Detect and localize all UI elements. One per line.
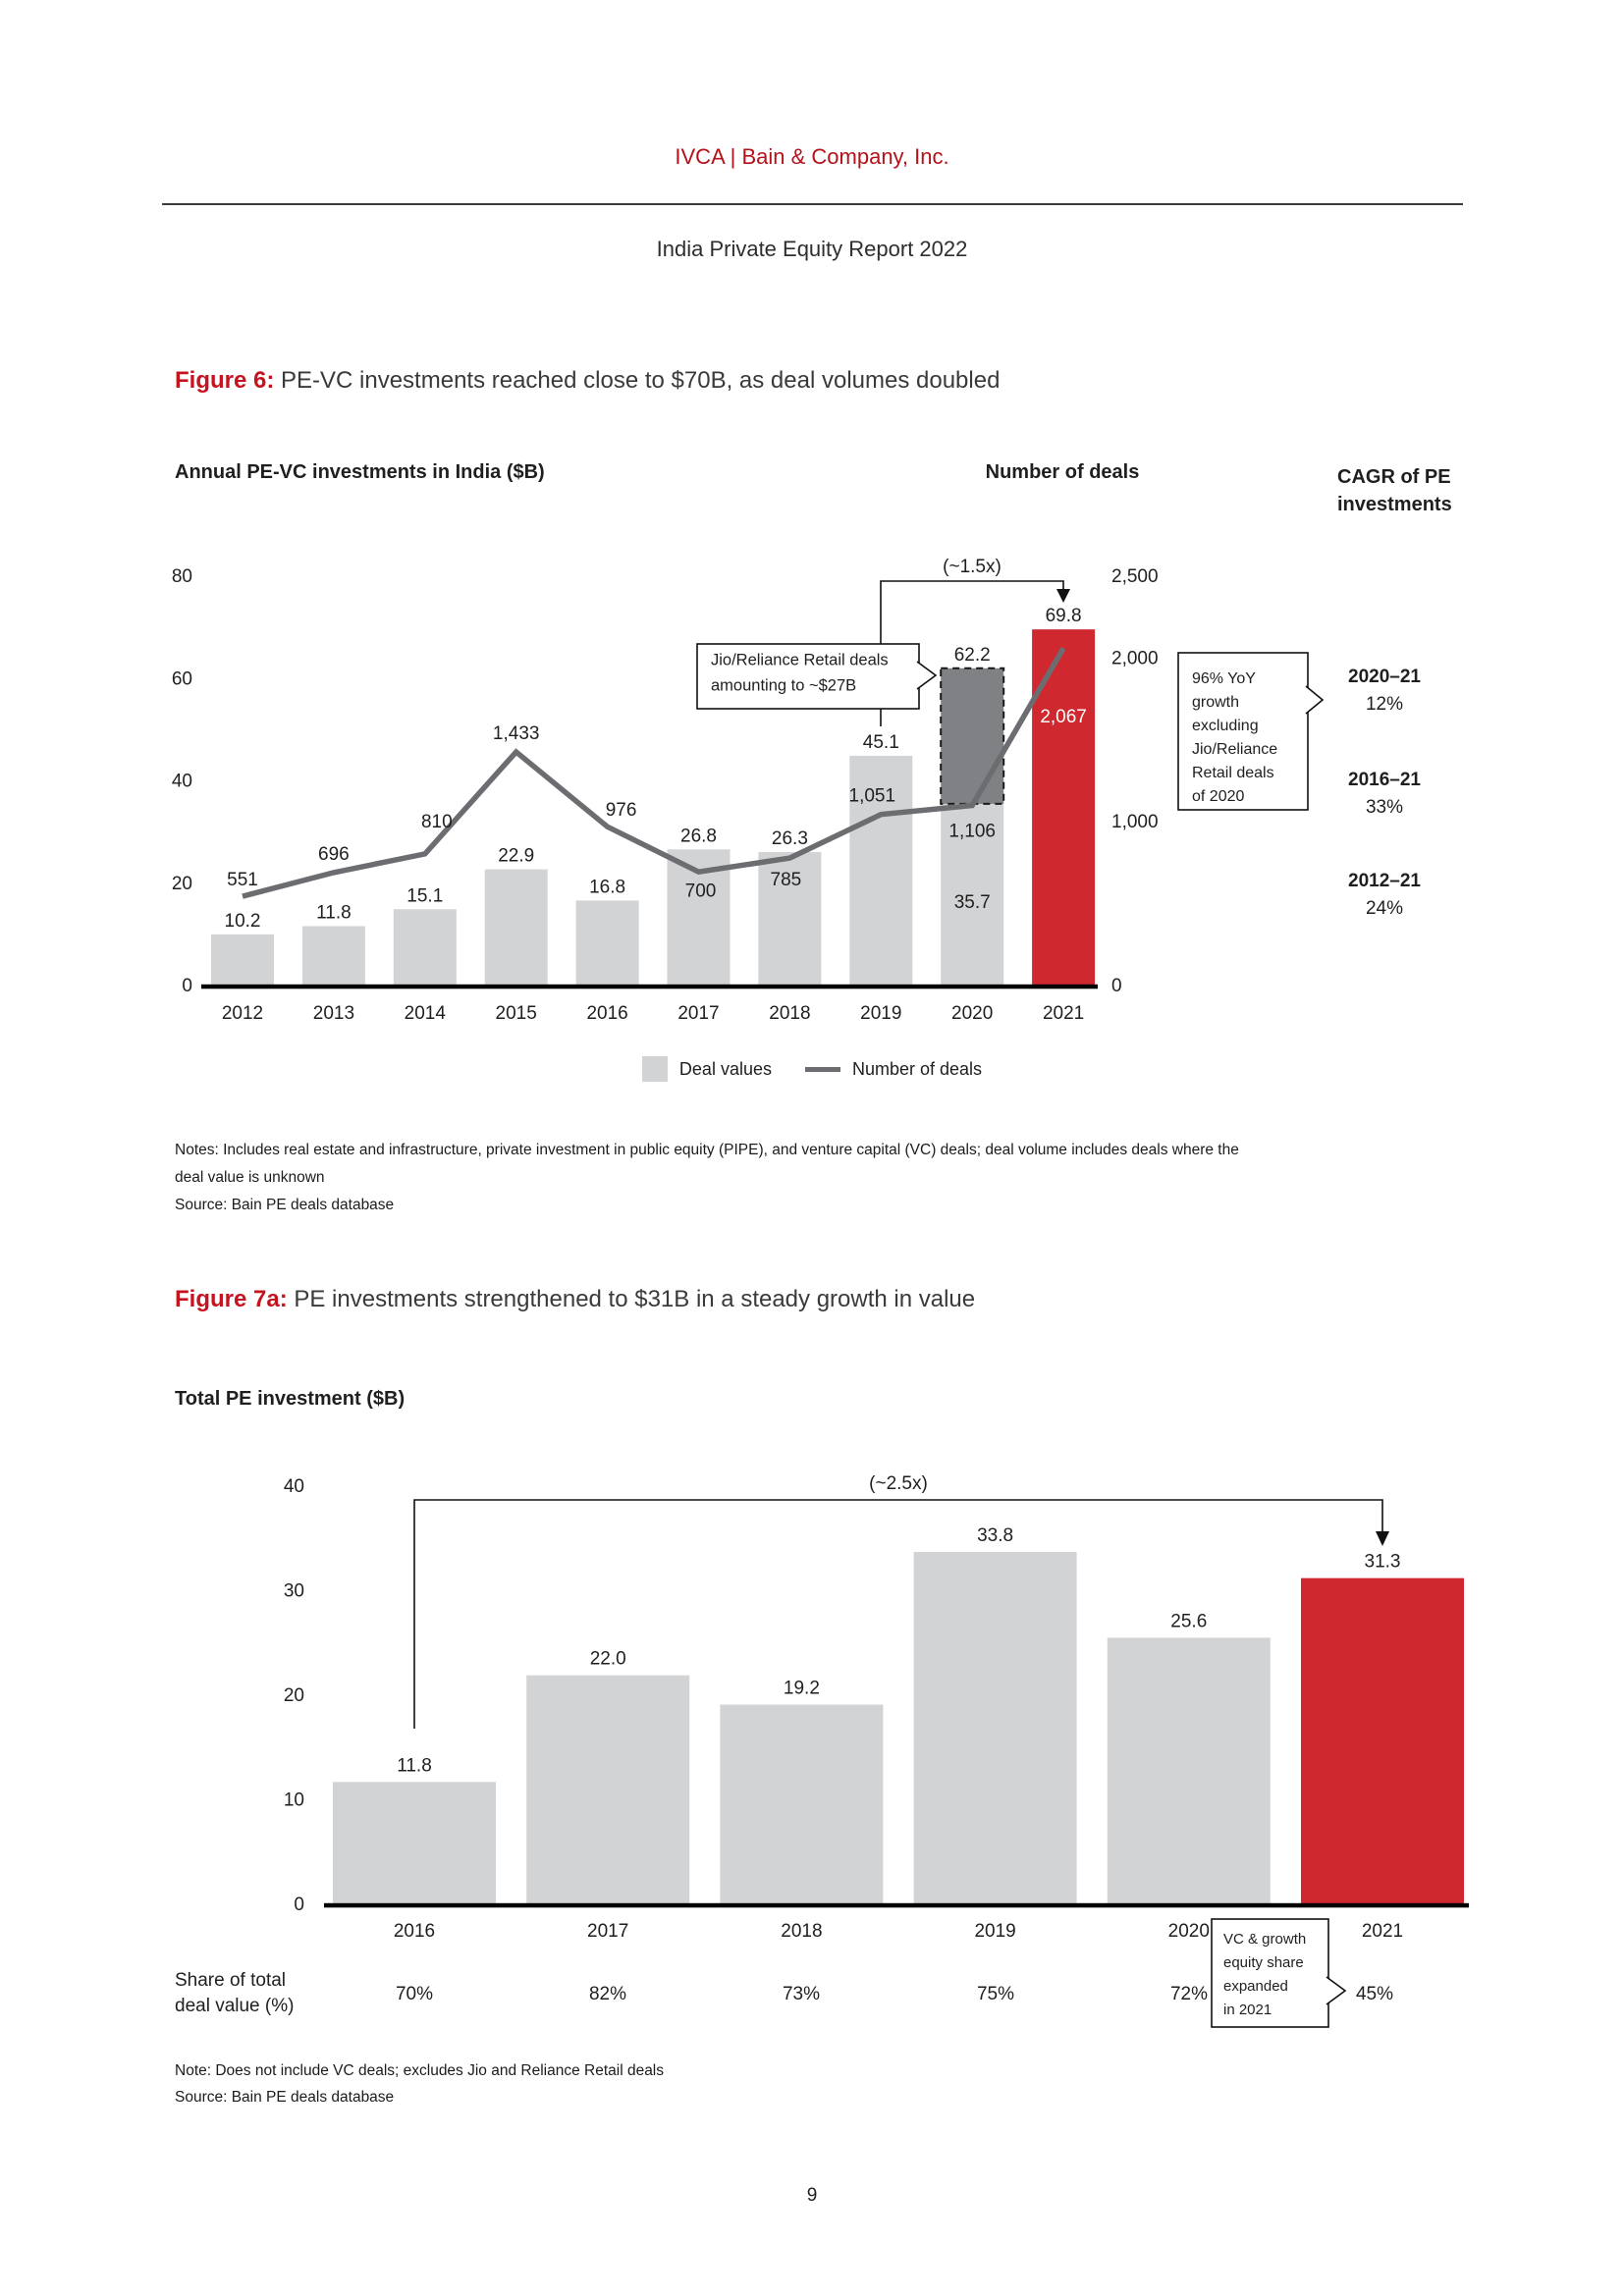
chart1-left-axis-title: Annual PE-VC investments in India ($B)	[175, 461, 545, 483]
bar2-value-label: 11.8	[397, 1755, 432, 1777]
chart2-left-tick: 40	[283, 1476, 304, 1498]
bar2-2020	[1108, 1637, 1271, 1905]
cagr-entry-2016-21	[1316, 770, 1453, 819]
chart1-right-tick: 2,500	[1111, 566, 1159, 588]
bar2-2018	[720, 1705, 883, 1905]
bar-value-label: 16.8	[589, 877, 626, 898]
chart1-year-label: 2014	[404, 1003, 446, 1025]
share-value-2017: 82%	[588, 1984, 627, 2004]
share-label-line: Share of total	[175, 1970, 287, 1991]
note-line: Source: Bain PE deals database	[175, 1197, 395, 1213]
chart2-left-tick: 20	[283, 1685, 304, 1707]
bar2-2017	[526, 1676, 689, 1905]
line-value-label: 1,433	[492, 722, 540, 744]
note-line: deal value is unknown	[175, 1169, 325, 1186]
chart1-year-label: 2019	[860, 1003, 902, 1025]
cagr-value: 12%	[1365, 694, 1404, 715]
yoy-callout-text: 96% YoY	[1192, 670, 1256, 688]
cagr-value: 33%	[1365, 797, 1404, 818]
bar-value-label: 26.8	[680, 826, 717, 847]
chart1-left-tick: 40	[171, 771, 192, 792]
legend-line-label: Number of deals	[851, 1058, 983, 1079]
bar-value-label: 26.3	[771, 828, 808, 849]
chart2-left-tick: 0	[294, 1895, 304, 1916]
yoy-callout-text: Retail deals	[1192, 765, 1274, 782]
share-value-2016: 70%	[395, 1984, 434, 2004]
bar2-value-label: 19.2	[783, 1678, 820, 1699]
line-value-label: 700	[684, 881, 717, 902]
line-value-label: 551	[227, 870, 258, 891]
figure6-title-text: PE-VC investments reached close to $70B, as deal volumes doubled	[274, 367, 1001, 394]
share-value-2021: 45%	[1355, 1984, 1394, 2004]
chart1-right-axis-title: Number of deals	[985, 461, 1140, 483]
note-line: Notes: Includes real estate and infrastructure, private investment in public equity (PIPE), and venture capital (VC) deals; deal volume includes deals where the	[175, 1142, 1239, 1158]
chart1-multiplier-label: (~1.5x)	[943, 557, 1001, 578]
chart1-x-axis	[201, 985, 1098, 989]
bar2-value-label: 22.0	[589, 1648, 626, 1670]
chart2-year-label: 2020	[1167, 1921, 1210, 1943]
chart1-year-label: 2015	[495, 1003, 537, 1025]
header-divider	[162, 203, 1463, 205]
cagr-value: 24%	[1365, 898, 1404, 919]
cagr-period: 2012–21	[1348, 871, 1421, 891]
legend-bar-swatch	[642, 1056, 668, 1082]
bar2-value-label: 33.8	[977, 1525, 1014, 1547]
chart2-year-label: 2016	[393, 1921, 436, 1943]
bar2-2021	[1301, 1578, 1464, 1905]
line-value-label: 696	[318, 843, 350, 865]
bar-value-label: 15.1	[406, 885, 444, 907]
chart1-year-label: 2018	[769, 1003, 811, 1025]
chart2-year-label: 2019	[974, 1921, 1016, 1943]
line-value-label: 976	[605, 800, 637, 822]
chart1-left-tick: 80	[171, 566, 192, 588]
jio-callout-pointer	[917, 662, 936, 689]
line-value-label: 2,067	[1040, 707, 1087, 728]
cagr-entry-2020-21	[1316, 667, 1453, 716]
vc-callout-text: equity share	[1223, 1953, 1304, 1971]
chart2-bracket-arrowhead	[1376, 1531, 1389, 1546]
share-value-2020: 72%	[1169, 1984, 1209, 2004]
figure7a-notes	[175, 2057, 664, 2110]
bar-value-label: 69.8	[1045, 606, 1082, 627]
chart1-year-label: 2016	[586, 1003, 628, 1025]
cagr-title: CAGR of PE investments	[1337, 466, 1452, 515]
chart1-legend	[0, 1056, 1624, 1082]
bar-2020-base-label: 35.7	[953, 892, 991, 914]
figure6-title	[175, 367, 1000, 395]
figure6-label: Figure 6:	[175, 367, 275, 394]
figure6-notes	[175, 1137, 1239, 1219]
chart1-year-label: 2021	[1042, 1003, 1085, 1025]
chart2-axis-title: Total PE investment ($B)	[175, 1388, 406, 1410]
bar-value-label: 45.1	[862, 731, 899, 753]
yoy-callout-text: of 2020	[1192, 788, 1245, 806]
line-value-label: 810	[420, 811, 453, 832]
share-label-line: deal value (%)	[175, 1996, 295, 2016]
chart1-year-label: 2020	[951, 1003, 994, 1025]
chart1-bracket-arrowhead	[1056, 589, 1070, 603]
chart2-year-label: 2018	[781, 1921, 823, 1943]
chart2-left-tick: 10	[283, 1789, 304, 1811]
bar-2015	[485, 870, 548, 987]
bar-2020-jio-portion	[941, 668, 1003, 804]
vc-callout-text: in 2021	[1223, 2001, 1272, 2018]
jio-callout-text: amounting to ~$27B	[711, 676, 857, 695]
bar-value-label: 10.2	[224, 910, 261, 932]
cagr-period: 2016–21	[1348, 770, 1421, 790]
chart1-year-label: 2012	[221, 1003, 264, 1025]
bar2-2019	[914, 1552, 1077, 1905]
chart2-x-axis	[324, 1903, 1469, 1908]
chart2-year-label: 2021	[1361, 1921, 1404, 1943]
yoy-callout-text: growth	[1192, 694, 1240, 712]
line-value-label: 1,106	[948, 821, 996, 842]
line-value-label: 785	[770, 870, 802, 891]
chart2-year-label: 2017	[587, 1921, 629, 1943]
note-line: Source: Bain PE deals database	[175, 2089, 395, 2106]
figure7a-title-text: PE investments strengthened to $31B in a steady growth in value	[287, 1286, 976, 1312]
chart1-year-label: 2013	[312, 1003, 355, 1025]
bar2-2016	[333, 1782, 496, 1905]
cagr-entry-2012-21	[1316, 871, 1453, 920]
chart1-right-tick: 0	[1111, 976, 1122, 997]
page-number: 9	[806, 2185, 818, 2206]
legend-bar-label: Deal values	[678, 1058, 772, 1079]
share-value-2019: 75%	[976, 1984, 1015, 2004]
share-value-2018: 73%	[782, 1984, 821, 2004]
brand-header: IVCA | Bain & Company, Inc.	[675, 144, 949, 169]
chart1-right-tick: 1,000	[1111, 812, 1159, 833]
bar2-value-label: 31.3	[1364, 1551, 1401, 1573]
figure7a-label: Figure 7a:	[175, 1286, 288, 1312]
bar-value-label: 11.8	[316, 902, 352, 924]
chart2-multiplier-label: (~2.5x)	[869, 1473, 928, 1495]
report-title: India Private Equity Report 2022	[656, 237, 968, 261]
chart2-left-tick: 30	[283, 1580, 304, 1602]
bar-value-label: 22.9	[498, 845, 535, 867]
bar2-value-label: 25.6	[1170, 1611, 1208, 1632]
note-line: Note: Does not include VC deals; excludes Jio and Reliance Retail deals	[175, 2062, 665, 2079]
bar-2016	[576, 900, 639, 987]
chart1-left-tick: 60	[171, 668, 192, 690]
chart1-right-tick: 2,000	[1111, 648, 1159, 669]
yoy-callout-text: Jio/Reliance	[1192, 741, 1278, 759]
yoy-callout-text: excluding	[1192, 718, 1259, 735]
bar-2013	[302, 926, 365, 987]
vc-callout-text: VC & growth	[1223, 1930, 1307, 1948]
share-of-total-label	[175, 1968, 294, 2019]
legend-line-swatch	[805, 1067, 840, 1072]
jio-callout-text: Jio/Reliance Retail deals	[711, 651, 889, 669]
bar-2012	[211, 934, 274, 987]
line-value-label: 1,051	[848, 785, 896, 807]
chart1-year-label: 2017	[677, 1003, 720, 1025]
figure7a-title	[175, 1286, 975, 1313]
vc-callout-text: expanded	[1223, 1977, 1288, 1995]
cagr-period: 2020–21	[1348, 667, 1421, 687]
bar-value-label: 62.2	[953, 644, 991, 666]
bar-2014	[394, 909, 457, 987]
chart1-left-tick: 20	[171, 873, 192, 894]
chart1-left-tick: 0	[182, 976, 192, 997]
